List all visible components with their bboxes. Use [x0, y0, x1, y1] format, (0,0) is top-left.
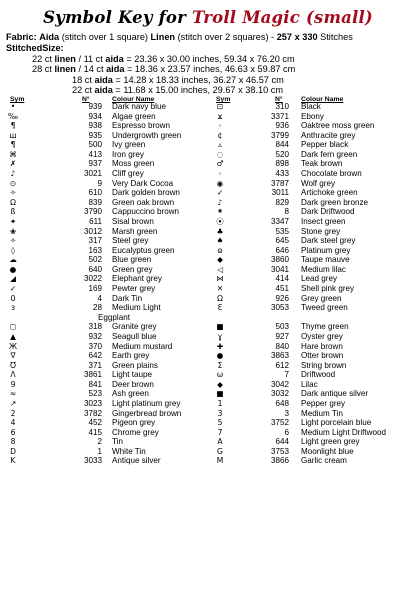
colour-name: String brown — [301, 360, 347, 370]
stitched-size-row — [32, 54, 412, 64]
stitch-symbol: ♂ — [216, 159, 224, 169]
stitch-symbol: ⋈ — [216, 274, 224, 284]
floss-number: 3 — [284, 408, 289, 418]
floss-number: 934 — [88, 111, 102, 121]
colour-name: Pigeon grey — [112, 418, 156, 428]
stitched-size-row — [72, 85, 412, 95]
left-header-name: Colour Name — [112, 96, 155, 103]
floss-number: 535 — [275, 226, 289, 236]
colour-name: Elephant grey — [112, 274, 162, 284]
stitch-symbol: 2 — [10, 408, 16, 418]
colour-name: Dark Driftwood — [301, 207, 355, 217]
stitch-symbol: ✓ — [9, 284, 17, 294]
size-count: 22 ct — [32, 54, 55, 64]
floss-number: 3021 — [83, 169, 102, 179]
stitch-symbol: M — [216, 456, 224, 466]
floss-number: 28 — [92, 303, 102, 313]
stitch-symbol: K — [10, 456, 16, 466]
stitch-symbol: ✦ — [9, 216, 17, 226]
stitch-symbol: Ɛ — [217, 303, 223, 313]
stitch-symbol: A — [217, 437, 223, 447]
floss-number: 3799 — [270, 130, 289, 140]
colour-name: Granite grey — [112, 322, 157, 332]
colour-name-continued: Eggplant — [98, 312, 130, 322]
colour-name: Wolf grey — [301, 178, 336, 188]
page-title — [0, 8, 416, 27]
colour-name: Ivy green — [112, 140, 146, 150]
symbol-row — [0, 207, 416, 217]
stitch-symbol: ¢ — [217, 130, 223, 140]
colour-name: Iron grey — [112, 149, 144, 159]
colour-name: Cliff grey — [112, 169, 144, 179]
right-header-sym: Sym — [216, 96, 231, 103]
stitch-symbol: ▲ — [10, 331, 16, 341]
stitch-symbol: 8 — [10, 437, 16, 447]
stitch-symbol: ɜ — [10, 303, 16, 313]
stitch-symbol: ◆ — [217, 379, 223, 389]
stitch-symbol: ◻ — [9, 322, 17, 332]
colour-name: Anthracite grey — [301, 130, 356, 140]
stitched-size-row — [32, 64, 412, 74]
symbol-row — [0, 274, 416, 284]
stitch-symbol: ϫ — [217, 111, 223, 121]
floss-number: 939 — [88, 102, 102, 111]
colour-name: Medium Light Driftwood — [301, 427, 387, 437]
stitch-symbol: ✕ — [216, 284, 224, 294]
floss-number: 642 — [88, 351, 102, 361]
colour-name: Light platinum grey — [112, 398, 181, 408]
floss-number: 935 — [88, 130, 102, 140]
colour-name: Tweed green — [301, 303, 348, 313]
colour-name: Eucalyptus green — [112, 245, 175, 255]
size-fabric: linen — [54, 54, 79, 64]
floss-number: 3787 — [270, 178, 289, 188]
stitch-symbol: ♪ — [217, 197, 223, 207]
stitch-symbol: ≈ — [9, 389, 17, 399]
floss-number: 644 — [275, 437, 289, 447]
size-mid: / 11 ct — [78, 54, 106, 64]
floss-number: 611 — [89, 216, 102, 226]
stitch-symbol: ✧ — [9, 188, 17, 198]
colour-name: Taupe mauve — [301, 255, 350, 265]
floss-number: 169 — [88, 284, 102, 294]
colour-name: Ebony — [301, 111, 324, 121]
size-dims: = 14.28 x 18.33 inches, 36.27 x 46.57 cm — [115, 75, 284, 85]
symbol-row — [0, 236, 416, 246]
floss-number: 3860 — [270, 255, 289, 265]
colour-name: Dark antique silver — [301, 389, 369, 399]
floss-number: 1 — [97, 446, 102, 456]
symbol-row — [0, 418, 416, 428]
colour-name: Cappuccino brown — [112, 207, 180, 217]
colour-name: Undergrowth green — [112, 130, 182, 140]
floss-number: 3752 — [270, 418, 289, 428]
stitch-symbol: ♠ — [216, 236, 224, 246]
symbol-row — [0, 198, 416, 208]
colour-name: Green grey — [112, 264, 153, 274]
floss-number: 640 — [88, 264, 102, 274]
colour-name: Oaktree moss green — [301, 121, 375, 131]
floss-number: 3011 — [271, 188, 289, 198]
symbol-row-continuation — [0, 313, 416, 323]
floss-number: 646 — [275, 245, 289, 255]
floss-number: 317 — [88, 236, 102, 246]
stitch-symbol: ● — [216, 351, 224, 361]
floss-number: 370 — [88, 341, 102, 351]
floss-number: 413 — [88, 149, 102, 159]
stitch-symbol: Ж — [8, 341, 18, 351]
colour-name: Gingerbread brown — [112, 408, 182, 418]
colour-name: Very Dark Cocoa — [112, 178, 174, 188]
stitch-symbol: ◦ — [217, 169, 223, 179]
colour-name: Lead grey — [301, 274, 337, 284]
stitch-symbol: ✓ — [216, 188, 224, 198]
floss-number: 310 — [275, 102, 289, 111]
colour-name: Driftwood — [301, 370, 336, 380]
stitch-symbol: ⊡ — [216, 102, 224, 111]
title-prefix: Symbol Key for — [43, 8, 192, 27]
colour-name: Pepper grey — [301, 398, 346, 408]
colour-name: Light green grey — [301, 437, 360, 447]
stitch-symbol: ◆ — [217, 255, 223, 265]
symbol-row — [0, 437, 416, 447]
floss-number: 840 — [275, 341, 289, 351]
stitch-symbol: ⌘ — [9, 149, 17, 159]
colour-name: Insect green — [301, 216, 346, 226]
fabric-aida: Aida — [39, 32, 60, 42]
stitch-symbol: ◦ — [217, 121, 223, 131]
colour-name: Medium lilac — [301, 264, 346, 274]
floss-number: 3023 — [83, 398, 102, 408]
symbol-row — [0, 351, 416, 361]
symbol-row — [0, 361, 416, 371]
colour-name: Thyme green — [301, 322, 349, 332]
stitch-symbol: ɣ — [217, 331, 223, 341]
title-pattern-name: Troll Magic (small) — [191, 8, 373, 27]
stitch-symbol: ‰ — [7, 111, 19, 121]
floss-number: 3347 — [270, 216, 289, 226]
colour-name: Moss green — [112, 159, 155, 169]
stitch-symbol: ▵ — [218, 140, 222, 150]
stitch-symbol: ¶ — [10, 140, 16, 150]
stitch-symbol: Σ — [217, 360, 223, 370]
stitch-symbol: ◉ — [216, 178, 224, 188]
symbol-row — [0, 389, 416, 399]
symbol-row — [0, 227, 416, 237]
size-fabric: aida — [94, 85, 116, 95]
floss-number: 3753 — [270, 446, 289, 456]
colour-name: Medium Light — [112, 303, 161, 313]
symbol-row — [0, 428, 416, 438]
colour-name: Dark golden brown — [112, 188, 180, 198]
floss-number: 7 — [284, 370, 289, 380]
colour-name: Dark fern green — [301, 149, 358, 159]
size-fabric: linen — [54, 64, 79, 74]
colour-name: Blue green — [112, 255, 152, 265]
stitch-symbol: G — [217, 446, 223, 456]
stitch-symbol: ◁ — [217, 264, 223, 274]
floss-number: 844 — [275, 140, 289, 150]
floss-number: 3022 — [83, 274, 102, 284]
stitch-symbol: 0 — [10, 293, 16, 303]
colour-name: Tin — [112, 437, 123, 447]
stitch-symbol: ⁕ — [216, 207, 224, 217]
colour-name: Garlic cream — [301, 456, 347, 466]
stitch-symbol: 1 — [217, 398, 223, 408]
floss-number: 4 — [97, 293, 102, 303]
symbol-row — [0, 131, 416, 141]
stitch-symbol: ɷ — [217, 245, 223, 255]
stitch-symbol: Ʊ — [10, 360, 16, 370]
stitch-symbol: ⊙ — [9, 178, 17, 188]
symbol-row — [0, 370, 416, 380]
colour-name: Pewter grey — [112, 284, 156, 294]
colour-name: Medium mustard — [112, 341, 173, 351]
floss-number: 2 — [97, 437, 102, 447]
floss-number: 938 — [88, 121, 102, 131]
fabric-linen-desc: (stitch over 2 squares) - — [177, 32, 275, 42]
stitch-symbol: ☁ — [9, 255, 17, 265]
size-count: 18 ct — [72, 75, 95, 85]
floss-number: 3863 — [270, 351, 289, 361]
floss-number: 936 — [275, 121, 289, 131]
floss-number: 648 — [275, 398, 289, 408]
symbol-row — [0, 303, 416, 313]
stitch-symbol: ✧ — [9, 236, 17, 246]
floss-number: 3371 — [270, 111, 289, 121]
stitch-symbol: ✗ — [9, 159, 17, 169]
stitch-symbol: 4 — [10, 418, 16, 428]
colour-name: Hare brown — [301, 341, 343, 351]
stitch-symbol: ■ — [216, 389, 224, 399]
floss-number: 3053 — [270, 303, 289, 313]
colour-name: Ash green — [112, 389, 149, 399]
floss-number: 927 — [275, 331, 289, 341]
left-header-no: N° — [82, 96, 90, 103]
stitch-symbol: 5 — [217, 418, 223, 428]
floss-number: 610 — [88, 188, 102, 198]
stitch-symbol: Λ — [10, 370, 16, 380]
colour-name: Algae green — [112, 111, 156, 121]
stitch-symbol: ß — [10, 207, 16, 217]
colour-name: Oyster grey — [301, 331, 343, 341]
colour-name: Pepper black — [301, 140, 349, 150]
stitch-symbol: ● — [9, 264, 17, 274]
colour-name: Deer brown — [112, 379, 154, 389]
stitch-symbol: ◢ — [10, 274, 16, 284]
colour-name: Lilac — [301, 379, 318, 389]
colour-name: Sisal brown — [112, 216, 154, 226]
symbol-row — [0, 169, 416, 179]
symbol-row — [0, 255, 416, 265]
floss-number: 937 — [88, 159, 102, 169]
symbol-row — [0, 188, 416, 198]
stitch-symbol: ω — [216, 370, 224, 380]
stitch-symbol: 3 — [217, 408, 223, 418]
colour-name: Platinum grey — [301, 245, 351, 255]
symbol-row — [0, 322, 416, 332]
symbol-row — [0, 179, 416, 189]
floss-number: 520 — [275, 149, 289, 159]
floss-number: 500 — [88, 140, 102, 150]
symbol-row — [0, 447, 416, 457]
stitch-symbol: ◊ — [11, 245, 15, 255]
size-dims: = 23.36 x 30.00 inches, 59.34 x 76.20 cm — [126, 54, 295, 64]
stitch-symbol: 7 — [217, 427, 223, 437]
colour-name: White Tin — [112, 446, 146, 456]
symbol-row — [0, 399, 416, 409]
fabric-aida-desc: (stitch over 1 square) — [61, 32, 148, 42]
stitched-size-label: StitchedSize: — [6, 43, 64, 53]
fabric-linen: Linen — [150, 32, 176, 42]
symbol-row — [0, 380, 416, 390]
stitch-symbol: ∇ — [10, 351, 16, 361]
symbol-row — [0, 265, 416, 275]
stitch-symbol: • — [10, 102, 16, 111]
floss-number: 3790 — [83, 207, 102, 217]
colour-name: Teak brown — [301, 159, 343, 169]
stitch-symbol: ↗ — [9, 398, 17, 408]
colour-name: Light porcelain blue — [301, 418, 372, 428]
stitched-size-row — [72, 75, 412, 85]
floss-number: 371 — [88, 360, 102, 370]
symbol-row — [0, 284, 416, 294]
size-mid: / 14 ct — [78, 64, 107, 74]
size-fabric: aida — [94, 75, 116, 85]
colour-name: Green plains — [112, 360, 158, 370]
colour-name: Dark steel grey — [301, 236, 356, 246]
stitch-symbol: ♪ — [10, 169, 16, 179]
stitch-symbol: ◌ — [216, 149, 224, 159]
size-count: 22 ct — [72, 85, 95, 95]
symbol-row — [0, 332, 416, 342]
symbol-row — [0, 246, 416, 256]
symbol-row — [0, 456, 416, 466]
colour-name: Chocolate brown — [301, 169, 362, 179]
floss-number: 451 — [275, 284, 289, 294]
floss-number: 839 — [88, 197, 102, 207]
symbol-row — [0, 140, 416, 150]
colour-name: Stone grey — [301, 226, 341, 236]
symbol-row — [0, 409, 416, 419]
stitch-symbol: ■ — [216, 322, 224, 332]
floss-number: 3042 — [270, 379, 289, 389]
floss-number: 452 — [88, 418, 102, 428]
colour-name: Light taupe — [112, 370, 153, 380]
stitch-symbol: D — [10, 446, 16, 456]
floss-number: 932 — [88, 331, 102, 341]
colour-name: Espresso brown — [112, 121, 171, 131]
colour-name: Otter brown — [301, 351, 344, 361]
floss-number: 898 — [275, 159, 289, 169]
floss-number: 612 — [275, 360, 289, 370]
colour-name: Moonlight blue — [301, 446, 354, 456]
floss-number: 926 — [275, 293, 289, 303]
stitch-symbol: Ω — [10, 197, 16, 207]
colour-name: Dark Tin — [112, 293, 143, 303]
symbol-row — [0, 294, 416, 304]
colour-name: Green oak brown — [112, 197, 175, 207]
colour-name: Artichoke green — [301, 188, 358, 198]
floss-number: 3012 — [83, 226, 102, 236]
stitch-symbol: ✚ — [216, 341, 224, 351]
stitch-symbol: 9 — [10, 379, 16, 389]
stitch-suffix: Stitches — [320, 32, 353, 42]
floss-number: 841 — [88, 379, 102, 389]
stitch-symbol: ¶ — [10, 121, 16, 131]
symbol-row — [0, 159, 416, 169]
colour-name: Medium Tin — [301, 408, 343, 418]
colour-name: Dark green bronze — [301, 197, 369, 207]
stitch-count: 257 x 330 — [276, 32, 318, 42]
fabric-label: Fabric: — [6, 32, 37, 42]
floss-number: 163 — [88, 245, 102, 255]
floss-number: 503 — [275, 322, 289, 332]
symbol-row — [0, 112, 416, 122]
size-dims: = 11.68 x 15.00 inches, 29.67 x 38.10 cm — [115, 85, 284, 95]
floss-number: 3041 — [270, 264, 289, 274]
left-header-sym: Sym — [10, 96, 25, 103]
colour-name: Dark navy blue — [112, 102, 166, 111]
floss-number: 502 — [88, 255, 102, 265]
stitch-symbol: Ω — [217, 293, 223, 303]
stitch-symbol: 6 — [10, 427, 16, 437]
floss-number: 645 — [275, 236, 289, 246]
floss-number: 8 — [284, 207, 289, 217]
floss-number: 3861 — [83, 370, 102, 380]
stitch-symbol: ш — [9, 130, 17, 140]
floss-number: 415 — [88, 427, 102, 437]
floss-number: 433 — [275, 169, 289, 179]
floss-number: 3032 — [270, 389, 289, 399]
colour-name: Black — [301, 102, 321, 111]
colour-name: Chrome grey — [112, 427, 159, 437]
symbol-row — [0, 121, 416, 131]
right-header-name: Colour Name — [301, 96, 344, 103]
colour-name: Earth grey — [112, 351, 150, 361]
size-dims: = 18.36 x 23.57 inches, 46.63 x 59.87 cm — [127, 64, 296, 74]
size-count: 28 ct — [32, 64, 55, 74]
symbol-row — [0, 217, 416, 227]
fabric-line — [6, 32, 353, 42]
floss-number: 9 — [97, 178, 102, 188]
floss-number: 414 — [275, 274, 289, 284]
floss-number: 523 — [88, 389, 102, 399]
floss-number: 318 — [88, 322, 102, 332]
size-fabric2: aida — [105, 54, 127, 64]
floss-number: 829 — [275, 197, 289, 207]
floss-number: 3866 — [270, 456, 289, 466]
floss-number: 3782 — [83, 408, 102, 418]
floss-number: 6 — [284, 427, 289, 437]
symbol-row — [0, 102, 416, 112]
colour-name: Marsh green — [112, 226, 158, 236]
right-header-no: N° — [275, 96, 283, 103]
symbol-row — [0, 342, 416, 352]
stitch-symbol: ♣ — [216, 226, 224, 236]
stitch-symbol: ❀ — [9, 226, 17, 236]
symbol-row — [0, 150, 416, 160]
floss-number: 3033 — [83, 456, 102, 466]
colour-name: Steel grey — [112, 236, 149, 246]
colour-name: Seagull blue — [112, 331, 157, 341]
size-fabric2: aida — [106, 64, 127, 74]
colour-name: Shell pink grey — [301, 284, 355, 294]
colour-name: Antique silver — [112, 456, 161, 466]
stitch-symbol: ⦿ — [216, 216, 224, 226]
colour-name: Grey green — [301, 293, 342, 303]
